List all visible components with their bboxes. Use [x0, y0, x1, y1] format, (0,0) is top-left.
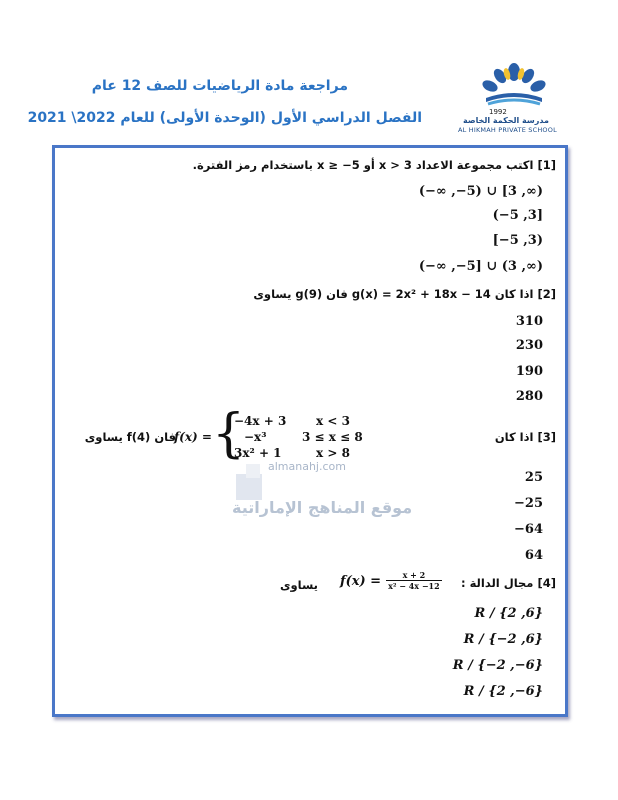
- school-logo-icon: [466, 62, 562, 122]
- option-3a[interactable]: 25: [524, 470, 543, 485]
- question-text-before: مجال الدالة :: [460, 576, 534, 590]
- question-number: [3]: [537, 430, 556, 444]
- logo-name-en: AL HIKMAH PRIVATE SCHOOL: [458, 126, 557, 134]
- function-lhs: f(x) =: [174, 430, 212, 444]
- option-4b[interactable]: R / {−2 ,6}: [463, 632, 543, 647]
- question-number: [2]: [537, 287, 556, 301]
- question-text-before: اذا كان: [494, 430, 534, 444]
- question-text: اكتب مجموعة الاعداد 3 < x أو 5− ≤ x باستخدام رمز الفترة.: [192, 158, 534, 172]
- option-3b[interactable]: −25: [514, 496, 543, 511]
- logo-name-ar: مدرسة الحكمة الخاصة: [463, 116, 549, 125]
- option-4d[interactable]: R / {2 ,−6}: [463, 684, 543, 699]
- option-1c[interactable]: [−5 ,3): [492, 233, 543, 248]
- piece-cond-1: x < 3: [316, 414, 350, 428]
- question-1: [193, 158, 556, 172]
- watermark-text: موقع المناهج الإماراتية: [232, 498, 413, 517]
- question-4-after: يساوى: [279, 578, 318, 592]
- option-1b[interactable]: (−5 ,3]: [492, 208, 543, 223]
- question-text: اذا كان g(x) = 2x² + 18x − 14 فان g(9) يساوى: [253, 287, 534, 301]
- option-2c[interactable]: 190: [515, 364, 543, 379]
- question-2: [253, 287, 556, 301]
- option-3c[interactable]: −64: [514, 522, 543, 537]
- option-4c[interactable]: R / {−2 ,−6}: [452, 658, 543, 673]
- fraction: [386, 570, 442, 591]
- page-subtitle: الفصل الدراسي الأول (الوحدة الأولى) للعام 2022\ 2021: [27, 110, 422, 126]
- fraction-numerator: x + 2: [386, 570, 442, 581]
- piece-expr-2: −x³: [244, 430, 267, 444]
- option-1d[interactable]: (−∞ ,−5] ∪ (3 ,∞): [418, 259, 543, 274]
- watermark-site: almanahj.com: [268, 460, 346, 473]
- piece-cond-3: x > 8: [316, 446, 350, 460]
- domain-function: [340, 570, 442, 591]
- question-number: [4]: [537, 576, 556, 590]
- question-4-label: [461, 576, 556, 590]
- piece-expr-3: 3x² + 1: [234, 446, 282, 460]
- piece-cond-2: 3 ≤ x ≤ 8: [302, 430, 363, 444]
- brace-symbol: {: [212, 404, 246, 464]
- piece-expr-1: −4x + 3: [234, 414, 287, 428]
- function-lhs: f(x) =: [340, 574, 382, 589]
- page-title: مراجعة مادة الرياضيات للصف 12 عام: [91, 78, 348, 94]
- logo-year: 1992: [489, 108, 507, 116]
- fraction-denominator: x² − 4x −12: [388, 581, 440, 591]
- option-2b[interactable]: 230: [515, 338, 543, 353]
- option-2d[interactable]: 280: [515, 389, 543, 404]
- question-number: [1]: [537, 158, 556, 172]
- option-3d[interactable]: 64: [524, 548, 543, 563]
- question-3-after: فان f(4) يساوى: [84, 430, 176, 444]
- piecewise-function: [168, 404, 468, 464]
- option-1a[interactable]: (−∞ ,−5) ∪ [3 ,∞): [418, 184, 543, 199]
- option-4a[interactable]: R / {2 ,6}: [474, 606, 543, 621]
- question-3-label: [495, 430, 556, 444]
- option-2a[interactable]: 310: [515, 314, 543, 329]
